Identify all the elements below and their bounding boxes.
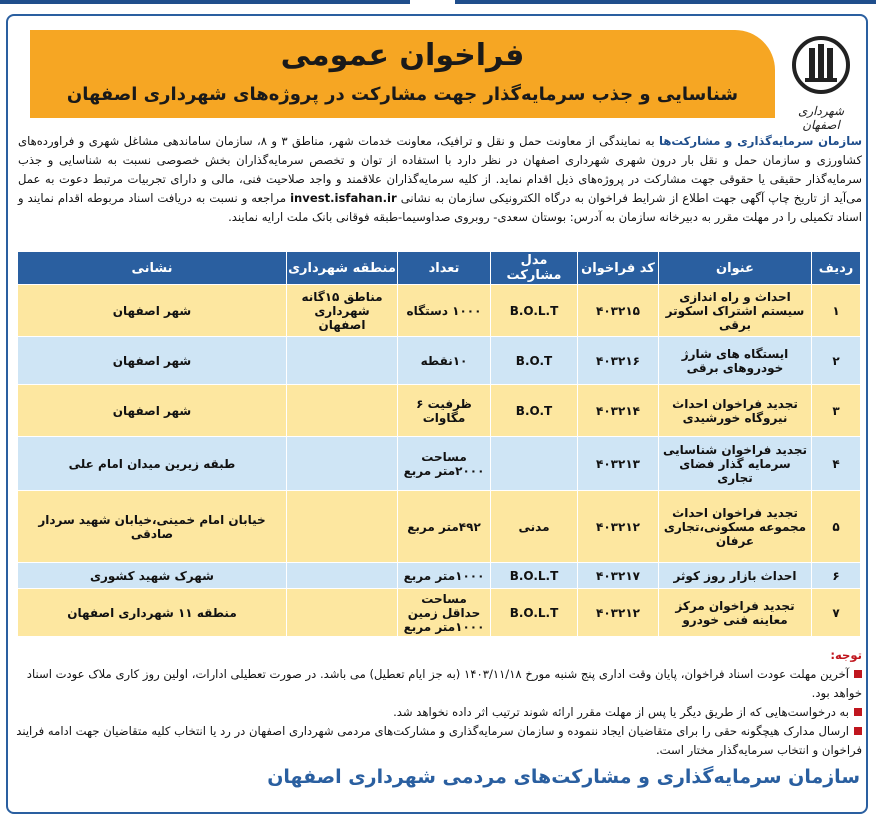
table-row [18, 491, 861, 563]
cell-row-number: ۱ [812, 285, 861, 337]
top-bar-right [455, 0, 876, 4]
cell-code: ۴۰۳۲۱۶ [578, 337, 659, 385]
cell-address: شهرک شهید کشوری [18, 563, 287, 589]
cell-code: ۴۰۳۲۱۲ [578, 491, 659, 563]
cell-count: ۱۰۰۰متر مربع [398, 563, 491, 589]
notes-section [14, 646, 862, 760]
bullet-square-icon [854, 727, 862, 735]
cell-count: ظرفیت ۶ مگاوات [398, 385, 491, 437]
note-text: به درخواست‌هایی که از طریق دیگر یا پس از مهلت مقرر ارائه شوند ترتیب اثر داده نخواهد شد. [393, 705, 849, 719]
cell-count: ۱۰نقطه [398, 337, 491, 385]
cell-count: مساحت حداقل زمین ۱۰۰۰متر مربع [398, 589, 491, 637]
intro-body-1: به نمایندگی از معاونت حمل و نقل و ترافیک، معاونت خدمات شهر، مناطق ۳ و ۸، سازمان ساماندهی مشاغل شهری و فراورده‌های کشاورزی و سازمان حمل و نقل بار درون شهری شهرداری اصفهان در نظر دارد با استفاده از توان و تخصص سرمایه‌گذاران بخش خصوصی نسبت به شناسایی و جذب سرمایه‌گذار حقیقی یا حقوقی جهت مشارکت در پروژه‌های ذیل اقدام نماید. از کلیه سرمایه‌گذاران علاقمند و واجد صلاحیت فنی، مالی و دارای تجربیات مرتبط دعوت به عمل می‌آید از تاریخ چاپ آگهی جهت اطلاع از شرایط فراخوان به درگاه الکترونیکی سازمان به نشانی [18, 134, 862, 205]
cell-address: شهر اصفهان [18, 385, 287, 437]
cell-code: ۴۰۳۲۱۳ [578, 437, 659, 491]
note-item [14, 722, 862, 760]
cell-zone [287, 491, 398, 563]
cell-code: ۴۰۳۲۱۷ [578, 563, 659, 589]
cell-row-number: ۷ [812, 589, 861, 637]
cell-model: B.O.L.T [491, 563, 578, 589]
cell-title: تجدید فراخوان شناسایی سرمایه گذار فضای تجاری [659, 437, 812, 491]
cell-model: B.O.T [491, 337, 578, 385]
cell-title: تجدید فراخوان مرکز معاینه فنی خودرو [659, 589, 812, 637]
cell-zone [287, 563, 398, 589]
cell-code: ۴۰۳۲۱۴ [578, 385, 659, 437]
table-row [18, 385, 861, 437]
cell-title: احداث بازار روز کوثر [659, 563, 812, 589]
cell-zone [287, 385, 398, 437]
table-row [18, 589, 861, 637]
col-header-zone: منطقه شهرداری [287, 252, 398, 285]
note-text: آخرین مهلت عودت اسناد فراخوان، پایان وقت اداری پنج شنبه مورخ ۱۴۰۳/۱۱/۱۸ (به جز ایام تعطیل) می باشد. در صورت تعطیلی ادارات، اولین روز کاری ملاک عودت اسناد خواهد بود. [26, 667, 862, 700]
title-banner [30, 30, 775, 118]
banner-subtitle: شناسایی و جذب سرمایه‌گذار جهت مشارکت در پروژه‌های شهرداری اصفهان [66, 84, 739, 105]
col-header-title: عنوان [659, 252, 812, 285]
col-header-row-number: ردیف [812, 252, 861, 285]
cell-title: تجدید فراخوان احداث مجموعه مسکونی،تجاری عرفان [659, 491, 812, 563]
cell-title: تجدید فراخوان احداث نیروگاه خورشیدی [659, 385, 812, 437]
cell-code: ۴۰۳۲۱۵ [578, 285, 659, 337]
col-header-address: نشانی [18, 252, 287, 285]
cell-address: شهر اصفهان [18, 285, 287, 337]
cell-model: B.O.L.T [491, 589, 578, 637]
logo-emblem-icon [791, 34, 851, 96]
bullet-square-icon [854, 708, 862, 716]
notes-heading: توجه: [830, 648, 862, 662]
cell-title: احداث و راه اندازی سیستم اشتراک اسکوتر برقی [659, 285, 812, 337]
cell-row-number: ۶ [812, 563, 861, 589]
portal-link[interactable]: invest.isfahan.ir [290, 191, 397, 205]
cell-model [491, 437, 578, 491]
intro-paragraph [18, 132, 862, 227]
projects-table [17, 251, 861, 637]
table-row [18, 285, 861, 337]
municipality-logo [786, 34, 856, 132]
intro-body-2: مراجعه و نسبت به دریافت اسناد مربوطه اقدام نمایند و اسناد تکمیلی را در مهلت مقرر به دبیرخانه سازمان به آدرس: بوستان سعدی- روبروی صداوسیما-طبقه فوقانی بانک ملت ارایه نمایند. [18, 191, 862, 224]
table-row [18, 563, 861, 589]
cell-zone [287, 589, 398, 637]
logo-text: شهرداری اصفهان [797, 104, 845, 132]
cell-address: خیابان امام خمینی،خیابان شهید سردار صادقی [18, 491, 287, 563]
cell-address: طبقه زیرین میدان امام علی [18, 437, 287, 491]
cell-count: ۴۹۲متر مربع [398, 491, 491, 563]
cell-model: B.O.L.T [491, 285, 578, 337]
table-row [18, 337, 861, 385]
top-bar-left [0, 0, 410, 4]
cell-count: ۱۰۰۰ دستگاه [398, 285, 491, 337]
cell-code: ۴۰۳۲۱۲ [578, 589, 659, 637]
footer-org-name: سازمان سرمایه‌گذاری و مشارکت‌های مردمی شهرداری اصفهان [267, 766, 860, 788]
col-header-count: تعداد [398, 252, 491, 285]
cell-zone [287, 337, 398, 385]
note-item [14, 703, 862, 722]
cell-model: مدنی [491, 491, 578, 563]
cell-address: منطقه ۱۱ شهرداری اصفهان [18, 589, 287, 637]
banner-title: فراخوان عمومی [280, 38, 525, 73]
cell-row-number: ۳ [812, 385, 861, 437]
col-header-code: کد فراخوان [578, 252, 659, 285]
top-decor-bar [0, 0, 876, 8]
table-row [18, 437, 861, 491]
table-header-row [18, 252, 861, 285]
cell-row-number: ۴ [812, 437, 861, 491]
cell-count: مساحت ۲۰۰۰متر مربع [398, 437, 491, 491]
org-name: سازمان سرمایه‌گذاری و مشارکت‌ها [659, 134, 862, 148]
note-text: ارسال مدارک هیچگونه حقی را برای متقاضیان ایجاد ننموده و سازمان سرمایه‌گذاری و مشارکت‌های مردمی شهرداری اصفهان در رد یا انتخاب کلیه متقاضیان جهت ادامه فرایند فراخوان و انتخاب سرمایه‌گذار مختار است. [16, 724, 862, 757]
cell-zone: مناطق ۱۵گانه شهرداری اصفهان [287, 285, 398, 337]
cell-model: B.O.T [491, 385, 578, 437]
cell-title: ایستگاه های شارژ خودروهای برقی [659, 337, 812, 385]
col-header-model: مدل مشارکت [491, 252, 578, 285]
cell-row-number: ۵ [812, 491, 861, 563]
bullet-square-icon [854, 670, 862, 678]
cell-address: شهر اصفهان [18, 337, 287, 385]
cell-row-number: ۲ [812, 337, 861, 385]
cell-zone [287, 437, 398, 491]
note-item [14, 665, 862, 703]
